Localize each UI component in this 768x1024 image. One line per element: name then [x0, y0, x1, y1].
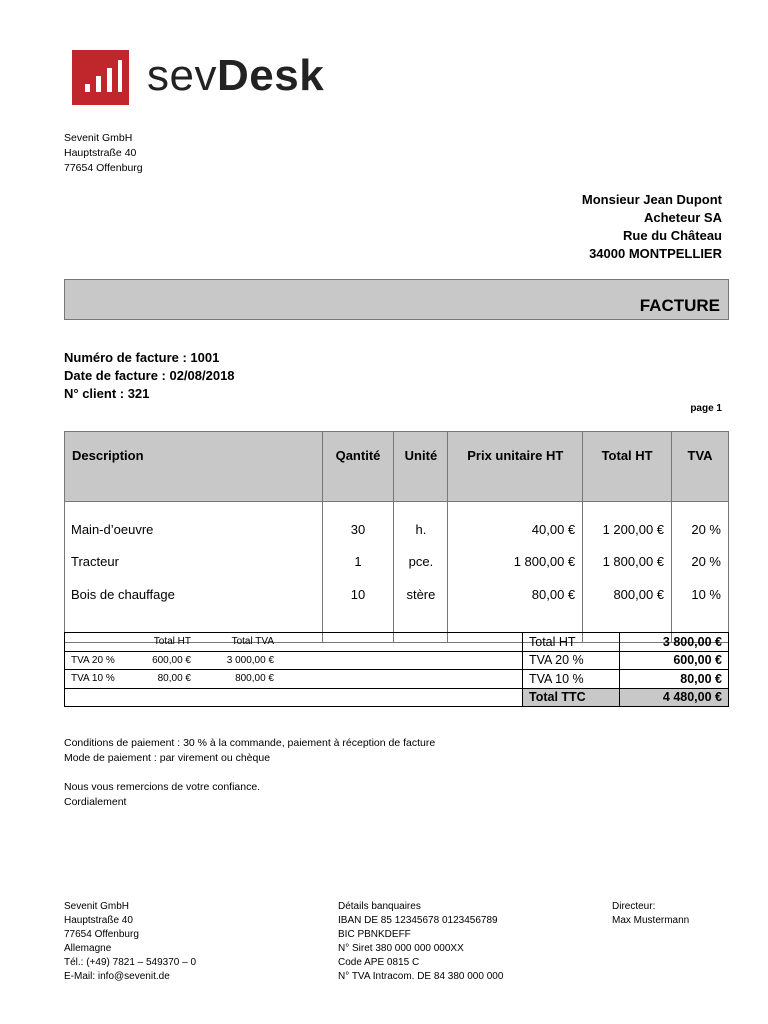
- sender-line: Sevenit GmbH: [64, 132, 133, 144]
- client-number: N° client : 321: [64, 386, 150, 401]
- recipient-address: [582, 191, 722, 263]
- column-header: Unité: [394, 432, 448, 502]
- sender-line: Hauptstraße 40: [64, 147, 137, 159]
- vat-breakdown-header: [65, 633, 523, 652]
- vat-breakdown-row: TVA 20 % 600,00 € 3 000,00 €: [65, 651, 523, 670]
- brand-logo-text: sevDesk: [147, 51, 325, 100]
- table-cell: 10 %: [672, 578, 729, 611]
- footer-bank: Détails banquaires IBAN DE 85 12345678 0123456789 BIC PBNKDEFF N° Siret 380 000 000 000XX Code APE 0815 C N° TVA Intracom. DE 84 380 000 000: [338, 901, 504, 982]
- items-table: [64, 431, 729, 643]
- table-cell: 20 %: [672, 502, 729, 546]
- table-cell: 40,00 €: [448, 502, 583, 546]
- invoice-title: FACTURE: [639, 296, 720, 315]
- table-cell: Bois de chauffage: [65, 578, 323, 611]
- sevdesk-logo-icon: [72, 50, 129, 105]
- table-cell: pce.: [394, 546, 448, 579]
- vat-header-tva: Total TVA: [231, 636, 274, 648]
- table-cell: 800,00 €: [583, 578, 672, 611]
- table-cell: 20 %: [672, 546, 729, 579]
- sender-address: [64, 131, 143, 176]
- column-header: TVA: [672, 432, 729, 502]
- payment-terms: Conditions de paiement : 30 % à la commande, paiement à réception de facture: [64, 737, 436, 749]
- recipient-line: Monsieur Jean Dupont: [581, 192, 722, 207]
- vat-breakdown-row: TVA 10 % 80,00 € 800,00 €: [65, 670, 523, 689]
- table-cell: 1: [322, 546, 394, 579]
- invoice-banner: [64, 279, 729, 320]
- items-header-row: [65, 432, 729, 502]
- table-cell: h.: [394, 502, 448, 546]
- total-ttc-label: Total TTC: [523, 688, 620, 707]
- invoice-date: Date de facture : 02/08/2018: [64, 368, 235, 383]
- table-row: [65, 578, 729, 611]
- totals-row: [65, 670, 729, 689]
- recipient-line: Rue du Château: [623, 228, 722, 243]
- table-cell: 1 800,00 €: [583, 546, 672, 579]
- page-number: page 1: [690, 403, 722, 414]
- table-row: [65, 546, 729, 579]
- tva10-label: TVA 10 %: [523, 670, 620, 689]
- total-ht-label: Total HT: [523, 633, 620, 652]
- column-header: Description: [65, 432, 323, 502]
- table-cell: Tracteur: [65, 546, 323, 579]
- totals-table: [64, 632, 729, 707]
- footer-company: Sevenit GmbH Hauptstraße 40 77654 Offenburg Allemagne Tél.: (+49) 7821 – 549370 – 0 E-Mail: info@sevenit.de: [64, 901, 197, 982]
- tva10-value: 80,00 €: [620, 670, 729, 689]
- table-cell: stère: [394, 578, 448, 611]
- regards-line: Cordialement: [64, 796, 127, 808]
- invoice-meta: [64, 349, 235, 403]
- totals-row: [65, 688, 729, 707]
- payment-mode: Mode de paiement : par virement ou chèque: [64, 752, 271, 764]
- thanks-line: Nous vous remercions de votre confiance.: [64, 781, 261, 793]
- table-cell: 80,00 €: [448, 578, 583, 611]
- payment-conditions: [64, 736, 435, 766]
- total-ht-value: 3 800,00 €: [620, 633, 729, 652]
- tva20-label: TVA 20 %: [523, 651, 620, 670]
- vat-header-ht: Total HT: [153, 636, 191, 648]
- sender-line: 77654 Offenburg: [64, 162, 143, 174]
- tva20-value: 600,00 €: [620, 651, 729, 670]
- footer-director: Directeur: Max Mustermann: [612, 901, 690, 926]
- closing-text: [64, 780, 260, 810]
- recipient-line: 34000 MONTPELLIER: [589, 246, 722, 261]
- table-cell: 1 800,00 €: [448, 546, 583, 579]
- column-header: Qantité: [322, 432, 394, 502]
- table-row: [65, 502, 729, 546]
- table-cell: 10: [322, 578, 394, 611]
- table-cell: Main-d’oeuvre: [65, 502, 323, 546]
- invoice-number: Numéro de facture : 1001: [64, 350, 220, 365]
- totals-row: [65, 633, 729, 652]
- totals-row: [65, 651, 729, 670]
- column-header: Total HT: [583, 432, 672, 502]
- column-header: Prix unitaire HT: [448, 432, 583, 502]
- total-ttc-value: 4 480,00 €: [620, 688, 729, 707]
- table-cell: 30: [322, 502, 394, 546]
- recipient-line: Acheteur SA: [643, 210, 722, 225]
- table-cell: 1 200,00 €: [583, 502, 672, 546]
